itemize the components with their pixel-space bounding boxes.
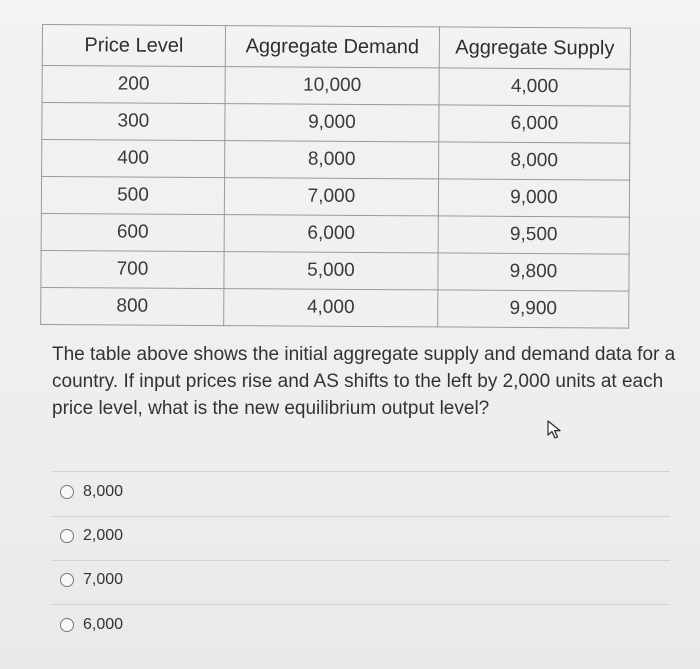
table-row [41,287,629,328]
header-aggregate-demand: Aggregate Demand [225,26,439,68]
cell-aggregate-demand: 7,000 [224,178,438,216]
radio-button-icon[interactable] [60,529,74,543]
cell-aggregate-demand: 5,000 [224,252,438,290]
header-aggregate-supply: Aggregate Supply [439,27,630,69]
table-row [41,250,629,291]
question-text: The table above shows the initial aggregate supply and demand data for a country. If input prices rise and AS shifts to the left by 2,000 units at each price level, what is the new equilibrium output level? [52,344,676,419]
option-divider [52,516,670,517]
table-row [41,177,629,218]
cell-aggregate-supply: 9,500 [438,216,629,254]
ad-as-table [40,24,631,329]
option-divider [52,560,670,561]
table-row [41,213,629,254]
cell-aggregate-supply: 4,000 [439,68,630,106]
cell-aggregate-supply: 9,800 [438,253,629,291]
option-divider [52,471,670,472]
option-label: 8,000 [83,483,124,500]
table-row [42,140,630,181]
answer-option-2[interactable] [60,527,123,545]
table-row [42,103,630,144]
option-label: 6,000 [83,616,124,633]
cell-price-level: 800 [41,287,224,325]
cell-aggregate-supply: 9,000 [438,179,629,217]
header-price-level: Price Level [42,25,225,67]
cell-aggregate-supply: 9,900 [438,290,629,328]
cell-price-level: 700 [41,250,224,288]
option-label: 7,000 [83,571,124,588]
cell-price-level: 300 [42,103,225,141]
cell-aggregate-supply: 8,000 [439,142,630,180]
cell-aggregate-demand: 10,000 [225,67,439,105]
cell-price-level: 200 [42,66,225,104]
answer-option-3[interactable] [60,571,123,589]
radio-button-icon[interactable] [60,573,74,587]
cell-price-level: 400 [42,140,225,178]
table-header-row [42,25,630,70]
table-row [42,66,630,107]
answer-option-1[interactable] [60,483,123,501]
cell-price-level: 500 [41,177,224,215]
cell-aggregate-supply: 6,000 [439,105,630,143]
answer-option-4[interactable] [60,616,123,634]
mouse-pointer-icon [546,420,564,445]
cell-aggregate-demand: 6,000 [224,215,438,253]
cell-aggregate-demand: 9,000 [225,104,439,142]
option-divider [52,604,670,605]
cell-price-level: 600 [41,213,224,251]
option-label: 2,000 [83,527,124,544]
cell-aggregate-demand: 8,000 [225,141,439,179]
radio-button-icon[interactable] [60,618,74,632]
radio-button-icon[interactable] [60,485,74,499]
cell-aggregate-demand: 4,000 [224,289,438,327]
